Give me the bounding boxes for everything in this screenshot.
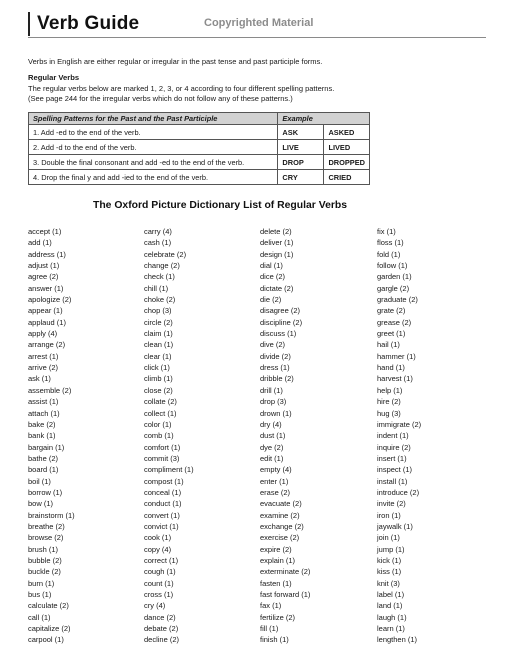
verb-entry: accept (1): [28, 227, 62, 236]
verb-entry: expire (2): [260, 544, 292, 554]
verb-entry: iron (1): [377, 510, 401, 520]
verb-entry: comb (1): [144, 431, 174, 441]
verb-entry: color (1): [144, 419, 172, 429]
verb-entry: hand (1): [377, 363, 405, 373]
verb-entry: compost (1): [144, 476, 184, 486]
verb-entry: floss (1): [377, 238, 404, 248]
verb-entry: borrow (1): [28, 487, 63, 497]
verb-entry: explain (1): [260, 555, 296, 565]
verb-entry: drill (1): [260, 385, 283, 395]
verb-column: [144, 226, 194, 646]
verb-entry: drop (3): [260, 397, 287, 407]
verb-entry: delete (2): [260, 227, 292, 236]
verb-entry: conduct (1): [144, 499, 182, 509]
verb-entry: brush (1): [28, 544, 59, 554]
verb-entry: change (2): [144, 261, 180, 271]
verb-entry: enter (1): [260, 476, 289, 486]
verb-entry: close (2): [144, 385, 173, 395]
verb-entry: follow (1): [377, 261, 408, 271]
verb-entry: attach (1): [28, 408, 60, 418]
verb-entry: clean (1): [144, 340, 174, 350]
verb-entry: graduate (2): [377, 295, 418, 305]
verb-entry: dice (2): [260, 272, 286, 282]
example-base-cell: ASK: [278, 125, 324, 140]
verb-entry: greet (1): [377, 329, 406, 339]
verb-entry: examine (2): [260, 510, 300, 520]
spelling-patterns-table: [28, 112, 370, 185]
verb-list-title: The Oxford Picture Dictionary List of Regular Verbs: [92, 200, 348, 211]
verb-entry: commit (3): [144, 453, 180, 463]
verb-entry: compliment (1): [144, 465, 194, 475]
verb-column: [260, 226, 310, 646]
verb-entry: introduce (2): [377, 487, 420, 497]
verb-entry: discipline (2): [260, 317, 303, 327]
verb-entry: fold (1): [377, 249, 401, 259]
verb-column: [28, 226, 75, 646]
verb-entry: convert (1): [144, 510, 180, 520]
verb-entry: bargain (1): [28, 442, 65, 452]
verb-entry: collate (2): [144, 397, 177, 407]
verb-entry: divide (2): [260, 351, 291, 361]
verb-entry: hail (1): [377, 340, 400, 350]
verb-entry: answer (1): [28, 283, 64, 293]
verb-entry: check (1): [144, 272, 175, 282]
verb-entry: breathe (2): [28, 521, 65, 531]
verb-entry: exterminate (2): [260, 567, 311, 577]
verb-entry: correct (1): [144, 555, 179, 565]
verb-entry: exercise (2): [260, 533, 300, 543]
example-base-cell: CRY: [278, 170, 324, 185]
verb-entry: adjust (1): [28, 261, 60, 271]
verb-entry: kick (1): [377, 555, 402, 565]
copyright-notice: Copyrighted Material: [204, 17, 314, 29]
verb-entry: kiss (1): [377, 567, 402, 577]
verb-entry: buckle (2): [28, 567, 61, 577]
verb-entry: knit (3): [377, 578, 400, 588]
verb-entry: edit (1): [260, 453, 284, 463]
example-column-header: Example: [278, 113, 370, 125]
verb-column: [377, 226, 421, 646]
verb-entry: celebrate (2): [144, 249, 187, 259]
verb-entry: die (2): [260, 295, 282, 305]
verb-entry: lengthen (1): [377, 635, 418, 645]
verb-entry: board (1): [28, 465, 59, 475]
verb-entry: drown (1): [260, 408, 292, 418]
verb-entry: agree (2): [28, 272, 59, 282]
verb-entry: discuss (1): [260, 329, 297, 339]
verb-entry: cry (4): [144, 601, 166, 611]
verb-entry: apply (4): [28, 329, 58, 339]
verb-entry: dictate (2): [260, 283, 294, 293]
verb-entry: bank (1): [28, 431, 56, 441]
table-row: [29, 125, 370, 140]
verb-entry: apologize (2): [28, 295, 72, 305]
verb-entry: address (1): [28, 249, 66, 259]
verb-entry: carry (4): [144, 227, 172, 236]
verb-entry: jump (1): [377, 544, 405, 554]
verb-entry: empty (4): [260, 465, 292, 475]
verb-entry: design (1): [260, 249, 294, 259]
verb-entry: dial (1): [260, 261, 283, 271]
verb-entry: garden (1): [377, 272, 412, 282]
verb-entry: add (1): [28, 238, 52, 248]
verb-entry: deliver (1): [260, 238, 294, 248]
page-header: [28, 8, 486, 38]
verb-entry: arrive (2): [28, 363, 59, 373]
verb-entry: carpool (1): [28, 635, 64, 645]
verb-entry: dry (4): [260, 419, 282, 429]
verb-entry: bubble (2): [28, 555, 62, 565]
verb-entry: climb (1): [144, 374, 173, 384]
pattern-cell: 2. Add -d to the end of the verb.: [29, 140, 278, 155]
verb-entry: cash (1): [144, 238, 172, 248]
verb-entry: dribble (2): [260, 374, 294, 384]
intro-text: Verbs in English are either regular or irregular in the past tense and past participle forms.: [28, 57, 323, 66]
verb-entry: fasten (1): [260, 578, 292, 588]
verb-entry: conceal (1): [144, 487, 182, 497]
verb-entry: install (1): [377, 476, 408, 486]
pattern-cell: 3. Double the final consonant and add -ed to the end of the verb.: [29, 155, 278, 170]
verb-entry: assist (1): [28, 397, 59, 407]
verb-entry: comfort (1): [144, 442, 181, 452]
verb-entry: call (1): [28, 612, 51, 622]
verb-entry: indent (1): [377, 431, 409, 441]
verb-entry: fast forward (1): [260, 590, 311, 599]
verb-entry: bow (1): [28, 499, 54, 509]
verb-entry: cross (1): [144, 590, 174, 599]
verb-entry: clear (1): [144, 351, 172, 361]
verb-entry: grate (2): [377, 306, 406, 316]
verb-entry: assemble (2): [28, 385, 72, 395]
verb-entry: fax (1): [260, 601, 282, 611]
verb-entry: join (1): [377, 533, 400, 543]
verb-entry: fill (1): [260, 624, 279, 634]
description-line: (See page 244 for the irregular verbs which do not follow any of these patterns.): [28, 94, 293, 103]
verb-list: [28, 226, 498, 645]
verb-entry: label (1): [377, 590, 405, 599]
header-vertical-rule: [28, 12, 30, 36]
header-rule: [28, 37, 486, 38]
verb-entry: arrest (1): [28, 351, 59, 361]
verb-entry: immigrate (2): [377, 419, 422, 429]
verb-entry: inquire (2): [377, 442, 411, 452]
table-row: [29, 155, 370, 170]
regular-verbs-heading: Regular Verbs: [28, 73, 80, 82]
verb-entry: dust (1): [260, 431, 286, 441]
table-row: [29, 140, 370, 155]
verb-entry: fix (1): [377, 227, 396, 236]
verb-entry: arrange (2): [28, 340, 66, 350]
verb-entry: dye (2): [260, 442, 284, 452]
verb-entry: chop (3): [144, 306, 172, 316]
verb-entry: learn (1): [377, 624, 405, 634]
verb-entry: ask (1): [28, 374, 51, 384]
verb-entry: debate (2): [144, 624, 179, 634]
verb-entry: hammer (1): [377, 351, 416, 361]
verb-entry: capitalize (2): [28, 624, 71, 634]
verb-entry: appear (1): [28, 306, 63, 316]
verb-entry: finish (1): [260, 635, 289, 645]
verb-entry: disagree (2): [260, 306, 301, 316]
pattern-cell: 1. Add -ed to the end of the verb.: [29, 125, 278, 140]
verb-entry: harvest (1): [377, 374, 413, 384]
example-past-cell: DROPPED: [324, 155, 370, 170]
verb-entry: bake (2): [28, 419, 56, 429]
verb-entry: convict (1): [144, 521, 179, 531]
verb-entry: fertilize (2): [260, 612, 296, 622]
verb-entry: cook (1): [144, 533, 172, 543]
regular-verbs-description: [28, 84, 488, 104]
page-title: Verb Guide: [37, 13, 140, 34]
verb-entry: boil (1): [28, 476, 51, 486]
verb-entry: chill (1): [144, 283, 169, 293]
verb-entry: invite (2): [377, 499, 406, 509]
example-past-cell: CRIED: [324, 170, 370, 185]
verb-entry: click (1): [144, 363, 170, 373]
verb-entry: dance (2): [144, 612, 176, 622]
verb-entry: evacuate (2): [260, 499, 302, 509]
verb-entry: claim (1): [144, 329, 173, 339]
verb-entry: bus (1): [28, 590, 52, 599]
verb-entry: circle (2): [144, 317, 173, 327]
example-past-cell: LIVED: [324, 140, 370, 155]
verb-entry: hug (3): [377, 408, 401, 418]
verb-entry: exchange (2): [260, 521, 304, 531]
verb-entry: calculate (2): [28, 601, 69, 611]
verb-entry: applaud (1): [28, 317, 66, 327]
verb-entry: insert (1): [377, 453, 407, 463]
verb-entry: count (1): [144, 578, 174, 588]
description-line: The regular verbs below are marked 1, 2, 3, or 4 according to four different spelling patterns.: [28, 84, 335, 93]
verb-entry: dress (1): [260, 363, 290, 373]
verb-entry: help (1): [377, 385, 403, 395]
verb-entry: inspect (1): [377, 465, 413, 475]
verb-entry: brainstorm (1): [28, 510, 75, 520]
pattern-column-header: Spelling Patterns for the Past and the Past Participle: [29, 113, 278, 125]
verb-entry: copy (4): [144, 544, 172, 554]
table-row: [29, 170, 370, 185]
pattern-cell: 4. Drop the final y and add -ied to the end of the verb.: [29, 170, 278, 185]
verb-entry: gargle (2): [377, 283, 410, 293]
verb-entry: collect (1): [144, 408, 177, 418]
example-base-cell: DROP: [278, 155, 324, 170]
verb-entry: dive (2): [260, 340, 286, 350]
verb-entry: choke (2): [144, 295, 176, 305]
verb-entry: laugh (1): [377, 612, 407, 622]
example-base-cell: LIVE: [278, 140, 324, 155]
verb-entry: cough (1): [144, 567, 176, 577]
verb-entry: hire (2): [377, 397, 401, 407]
verb-entry: grease (2): [377, 317, 412, 327]
table-header-row: [29, 113, 370, 125]
verb-entry: land (1): [377, 601, 403, 611]
verb-entry: burn (1): [28, 578, 55, 588]
example-past-cell: ASKED: [324, 125, 370, 140]
verb-entry: bathe (2): [28, 453, 59, 463]
verb-entry: erase (2): [260, 487, 291, 497]
verb-entry: browse (2): [28, 533, 64, 543]
verb-entry: decline (2): [144, 635, 180, 645]
verb-entry: jaywalk (1): [377, 521, 413, 531]
